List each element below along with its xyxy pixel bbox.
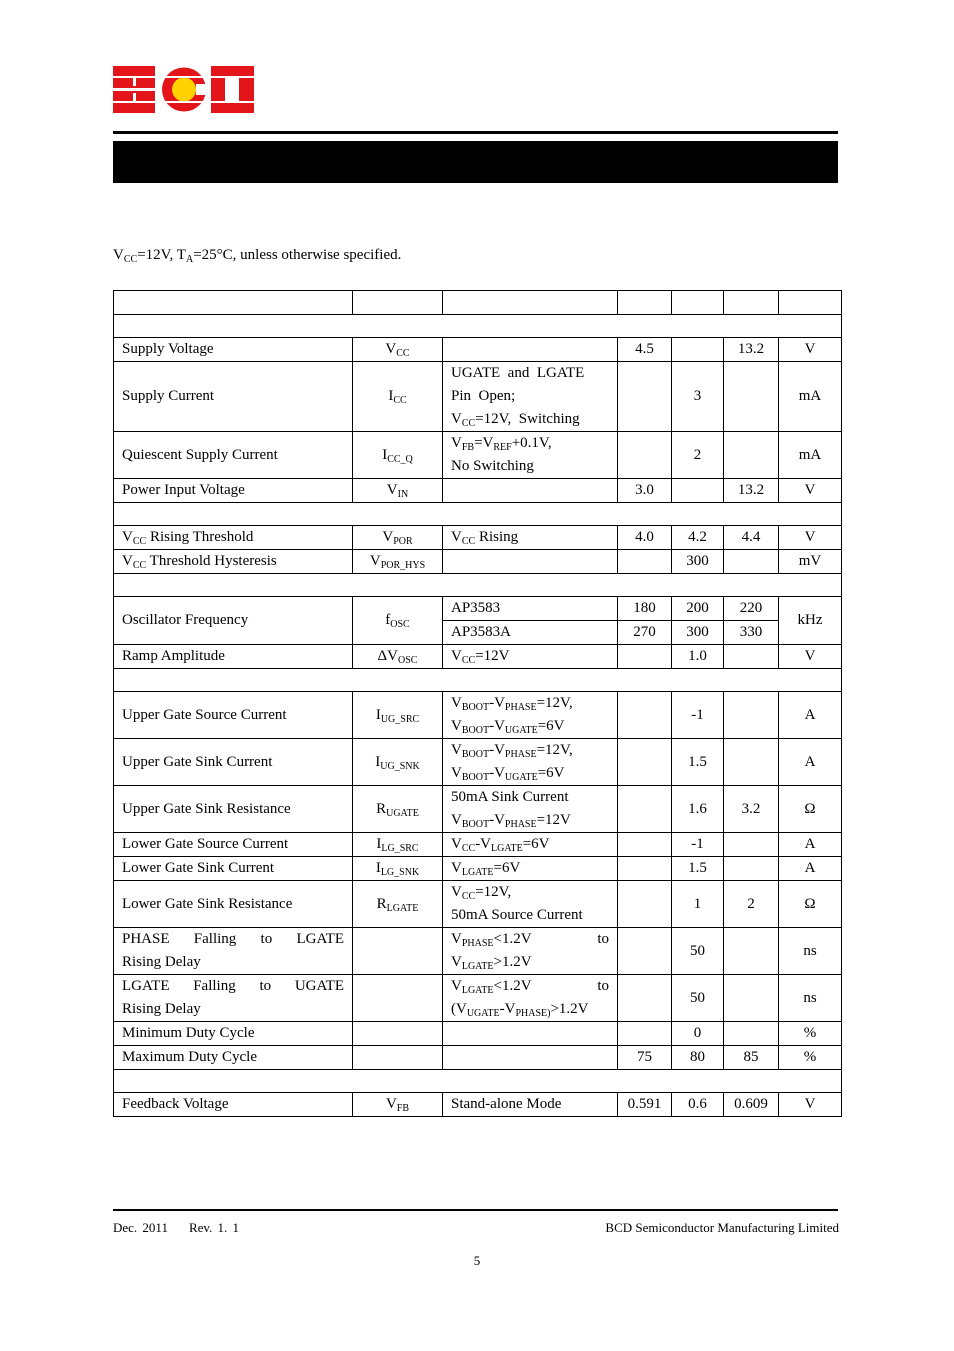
table-row: Oscillator Frequency $f_{OSC}$ AP3583 180 200 220 kHz — [114, 597, 842, 621]
electrical-characteristics-table — [113, 290, 842, 1117]
table-row: Ramp Amplitude $\Delta V_{OSC}$ $V_{CC}=12V$ 1.0 V — [114, 645, 842, 669]
table-row: Quiescent Supply Current $I_{CC\_Q}$ $V_{FB}=V_{REF}+0.1V$, No Switching 2 mA — [114, 432, 842, 479]
footer-date-revision: Dec. 2011 Rev. 1. 1 — [113, 1220, 240, 1235]
table-row: $V_{CC}$ Rising Threshold $V_{POR}$ $V_{CC}$ Rising 4.0 4.2 4.4 V — [114, 526, 842, 550]
table-row: Upper Gate Source Current $I_{UG\_SRC}$ $V_{BOOT}-V_{PHASE}=12V$, $V_{BOOT}-V_{UGATE}=6V$ -1 A — [114, 692, 842, 739]
header-unit — [779, 291, 842, 315]
section-row — [114, 669, 842, 692]
table-row: Upper Gate Sink Current $I_{UG\_SNK}$ $V_{BOOT}-V_{PHASE}=12V$, $V_{BOOT}-V_{UGATE}=6V$ 1.5 A — [114, 739, 842, 786]
table-row: Lower Gate Sink Current $I_{LG\_SNK}$ $V_{LGATE}=6V$ 1.5 A — [114, 857, 842, 881]
table-header-row — [114, 291, 842, 315]
bcd-logo — [113, 66, 254, 113]
section-row — [114, 574, 842, 597]
table-row: Maximum Duty Cycle 75 80 85 % — [114, 1046, 842, 1070]
footer-company: BCD Semiconductor Manufacturing Limited — [605, 1220, 839, 1235]
section-row — [114, 315, 842, 338]
test-conditions: $V_{CC}=12V$, $T_A=25^\circ C$, unless otherwise specified. — [113, 247, 402, 265]
header-min — [618, 291, 672, 315]
table-row: Supply Current $I_{CC}$ UGATE and LGATE Pin Open; $V_{CC}=12V$, Switching 3 mA — [114, 362, 842, 432]
table-row: Feedback Voltage $V_{FB}$ Stand-alone Mode 0.591 0.6 0.609 V — [114, 1093, 842, 1117]
header-rule — [113, 131, 838, 134]
header-max — [724, 291, 779, 315]
page-number: 5 — [473, 1253, 481, 1268]
table-row: AP3583A 270 300 330 — [114, 621, 842, 645]
table-row: Supply Voltage $V_{CC}$ 4.5 13.2 V — [114, 338, 842, 362]
table-row: Minimum Duty Cycle 0 % — [114, 1022, 842, 1046]
table-row: PHASE Falling to LGATE Rising Delay $V_{PHASE}<1.2V$ to $V_{LGATE}>1.2V$ 50 ns — [114, 928, 842, 975]
table-row: Lower Gate Source Current $I_{LG\_SRC}$ $V_{CC}-V_{LGATE}=6V$ -1 A — [114, 833, 842, 857]
header-parameter — [114, 291, 353, 315]
table-row: Lower Gate Sink Resistance $R_{LGATE}$ $V_{CC}=12V$, 50mA Source Current 1 2 Ω — [114, 881, 842, 928]
table-row: $V_{CC}$ Threshold Hysteresis $V_{POR\_HYS}$ 300 mV — [114, 550, 842, 574]
footer-rule — [113, 1209, 838, 1211]
header-typ — [672, 291, 724, 315]
table-row: Upper Gate Sink Resistance $R_{UGATE}$ 50mA Sink Current $V_{BOOT}-V_{PHASE}=12V$ 1.6 3.2 Ω — [114, 786, 842, 833]
header-conditions — [443, 291, 618, 315]
title-bar — [113, 141, 838, 183]
table-row: Power Input Voltage $V_{IN}$ 3.0 13.2 V — [114, 479, 842, 503]
section-row — [114, 1070, 842, 1093]
section-row — [114, 503, 842, 526]
header-symbol — [353, 291, 443, 315]
table-row: LGATE Falling to UGATE Rising Delay $V_{LGATE}<1.2V$ to ($V_{UGATE}-V_{PHASE)}>1.2V$ 50 ns — [114, 975, 842, 1022]
